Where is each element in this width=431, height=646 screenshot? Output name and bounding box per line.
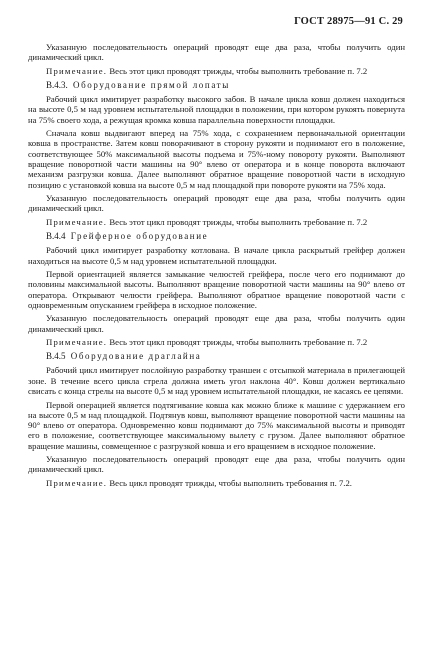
note-label: Примечание. [46,65,108,76]
section-heading: Оборудование драглайна [70,351,202,362]
paragraph: Первой ориентацией является замыкание челюстей грейфера, после чего его поднимают до половины максимальной высоты. Выполняют вращение поворотной части машины на 90° влево от оператора. Открывают челюсти грейфера. Выполняют обратное вращение поворотной части с одновременным опусканием грейфера в исходное положение. [28,268,405,310]
paragraph: Сначала ковш выдвигают вперед на 75% хода, с сохранением первоначальной ориентации ковша в пространстве. Затем ковш поворачивают в сторону рукояти и поднимают его в положение, соответствующее 50% максимальной высоты подъема и 75%-ному повороту рукояти. Выполняют вращение поворотной части машины на 90° влево от оператора и в конце поворота включают механизм разгрузки ковша. Далее выполняют обратное вращение поворотной части в исходную позицию с установкой ковша на высоте 0,5 м над площадкой при повороте рукояти на 75% хода. [28,128,405,190]
section-number: В.4.3. [46,80,68,91]
section-number: В.4.4 [46,231,66,242]
section-heading: Оборудование прямой лопаты [73,80,230,91]
section-heading: Грейферное оборудование [70,231,209,242]
note-text: Весь этот цикл проводят трижды, чтобы выполнить требование п. 7.2 [109,216,368,227]
section-number: В.4.5 [46,351,66,362]
note [28,66,405,76]
note-text: Весь этот цикл проводят трижды, чтобы выполнить требование п. 7.2 [109,337,368,348]
note [28,478,405,488]
note-label: Примечание. [46,477,108,488]
paragraph: Первой операцией является подтягивание ковша как можно ближе к машине с удержанием его на высоте 0,5 м над площадкой. Подтянув ковш, выполняют вращение поворотной части машины на 90° влево от оператора. Одновременно ковш поднимают до 75% максимальной высоты и приводят его в положение, соответствующее максимальному вылету с грузом. Далее выполняют обратное вращение машины, совмещенное с разгрузкой ковша и его вращением в исходное положение. [28,399,405,451]
paragraph: Указанную последовательность операций проводят еще два раза, чтобы получить один динамический цикл. [28,454,405,475]
paragraph: Рабочий цикл имитирует разработку котлована. В начале цикла раскрытый грейфер должен находиться на высоте 0,5 м над уровнем испытательной площадки. [28,245,405,266]
paragraph: Указанную последовательность операций проводят еще два раза, чтобы получить один динамический цикл. [28,193,405,214]
note [28,217,405,227]
paragraph: Указанную последовательность операций проводят еще два раза, чтобы получить один динамический цикл. [28,313,405,334]
section-title-b44 [28,231,405,242]
paragraph: Рабочий цикл имитирует разработку высокого забоя. В начале цикла ковш должен находиться на высоте 0,5 м над уровнем испытательной площадки в положении, при котором рукоять повернута на 75% своего хода, а режущая кромка ковша параллельна поверхности площадки. [28,94,405,125]
page-header: ГОСТ 28975—91 С. 29 [294,16,403,27]
page-body [28,36,405,491]
note-text: Весь цикл проводят трижды, чтобы выполнить требования п. 7.2. [109,477,352,488]
note [28,337,405,347]
note-text: Весь этот цикл проводят трижды, чтобы выполнить требование п. 7.2 [109,65,368,76]
section-title-b43 [28,80,405,91]
paragraph: Указанную последовательность операций проводят еще два раза, чтобы получить один динамический цикл. [28,42,405,63]
section-title-b45 [28,351,405,362]
note-label: Примечание. [46,337,108,348]
note-label: Примечание. [46,216,108,227]
paragraph: Рабочий цикл имитирует послойную разработку траншеи с отсыпкой материала в прилегающей зоне. В течение всего цикла стрела должна иметь угол наклона 40°. Ковш должен вертикально свисать с конца стрелы на высоте 0,5 м над уровнем испытательной площадки, не касаясь ее цепями. [28,365,405,397]
